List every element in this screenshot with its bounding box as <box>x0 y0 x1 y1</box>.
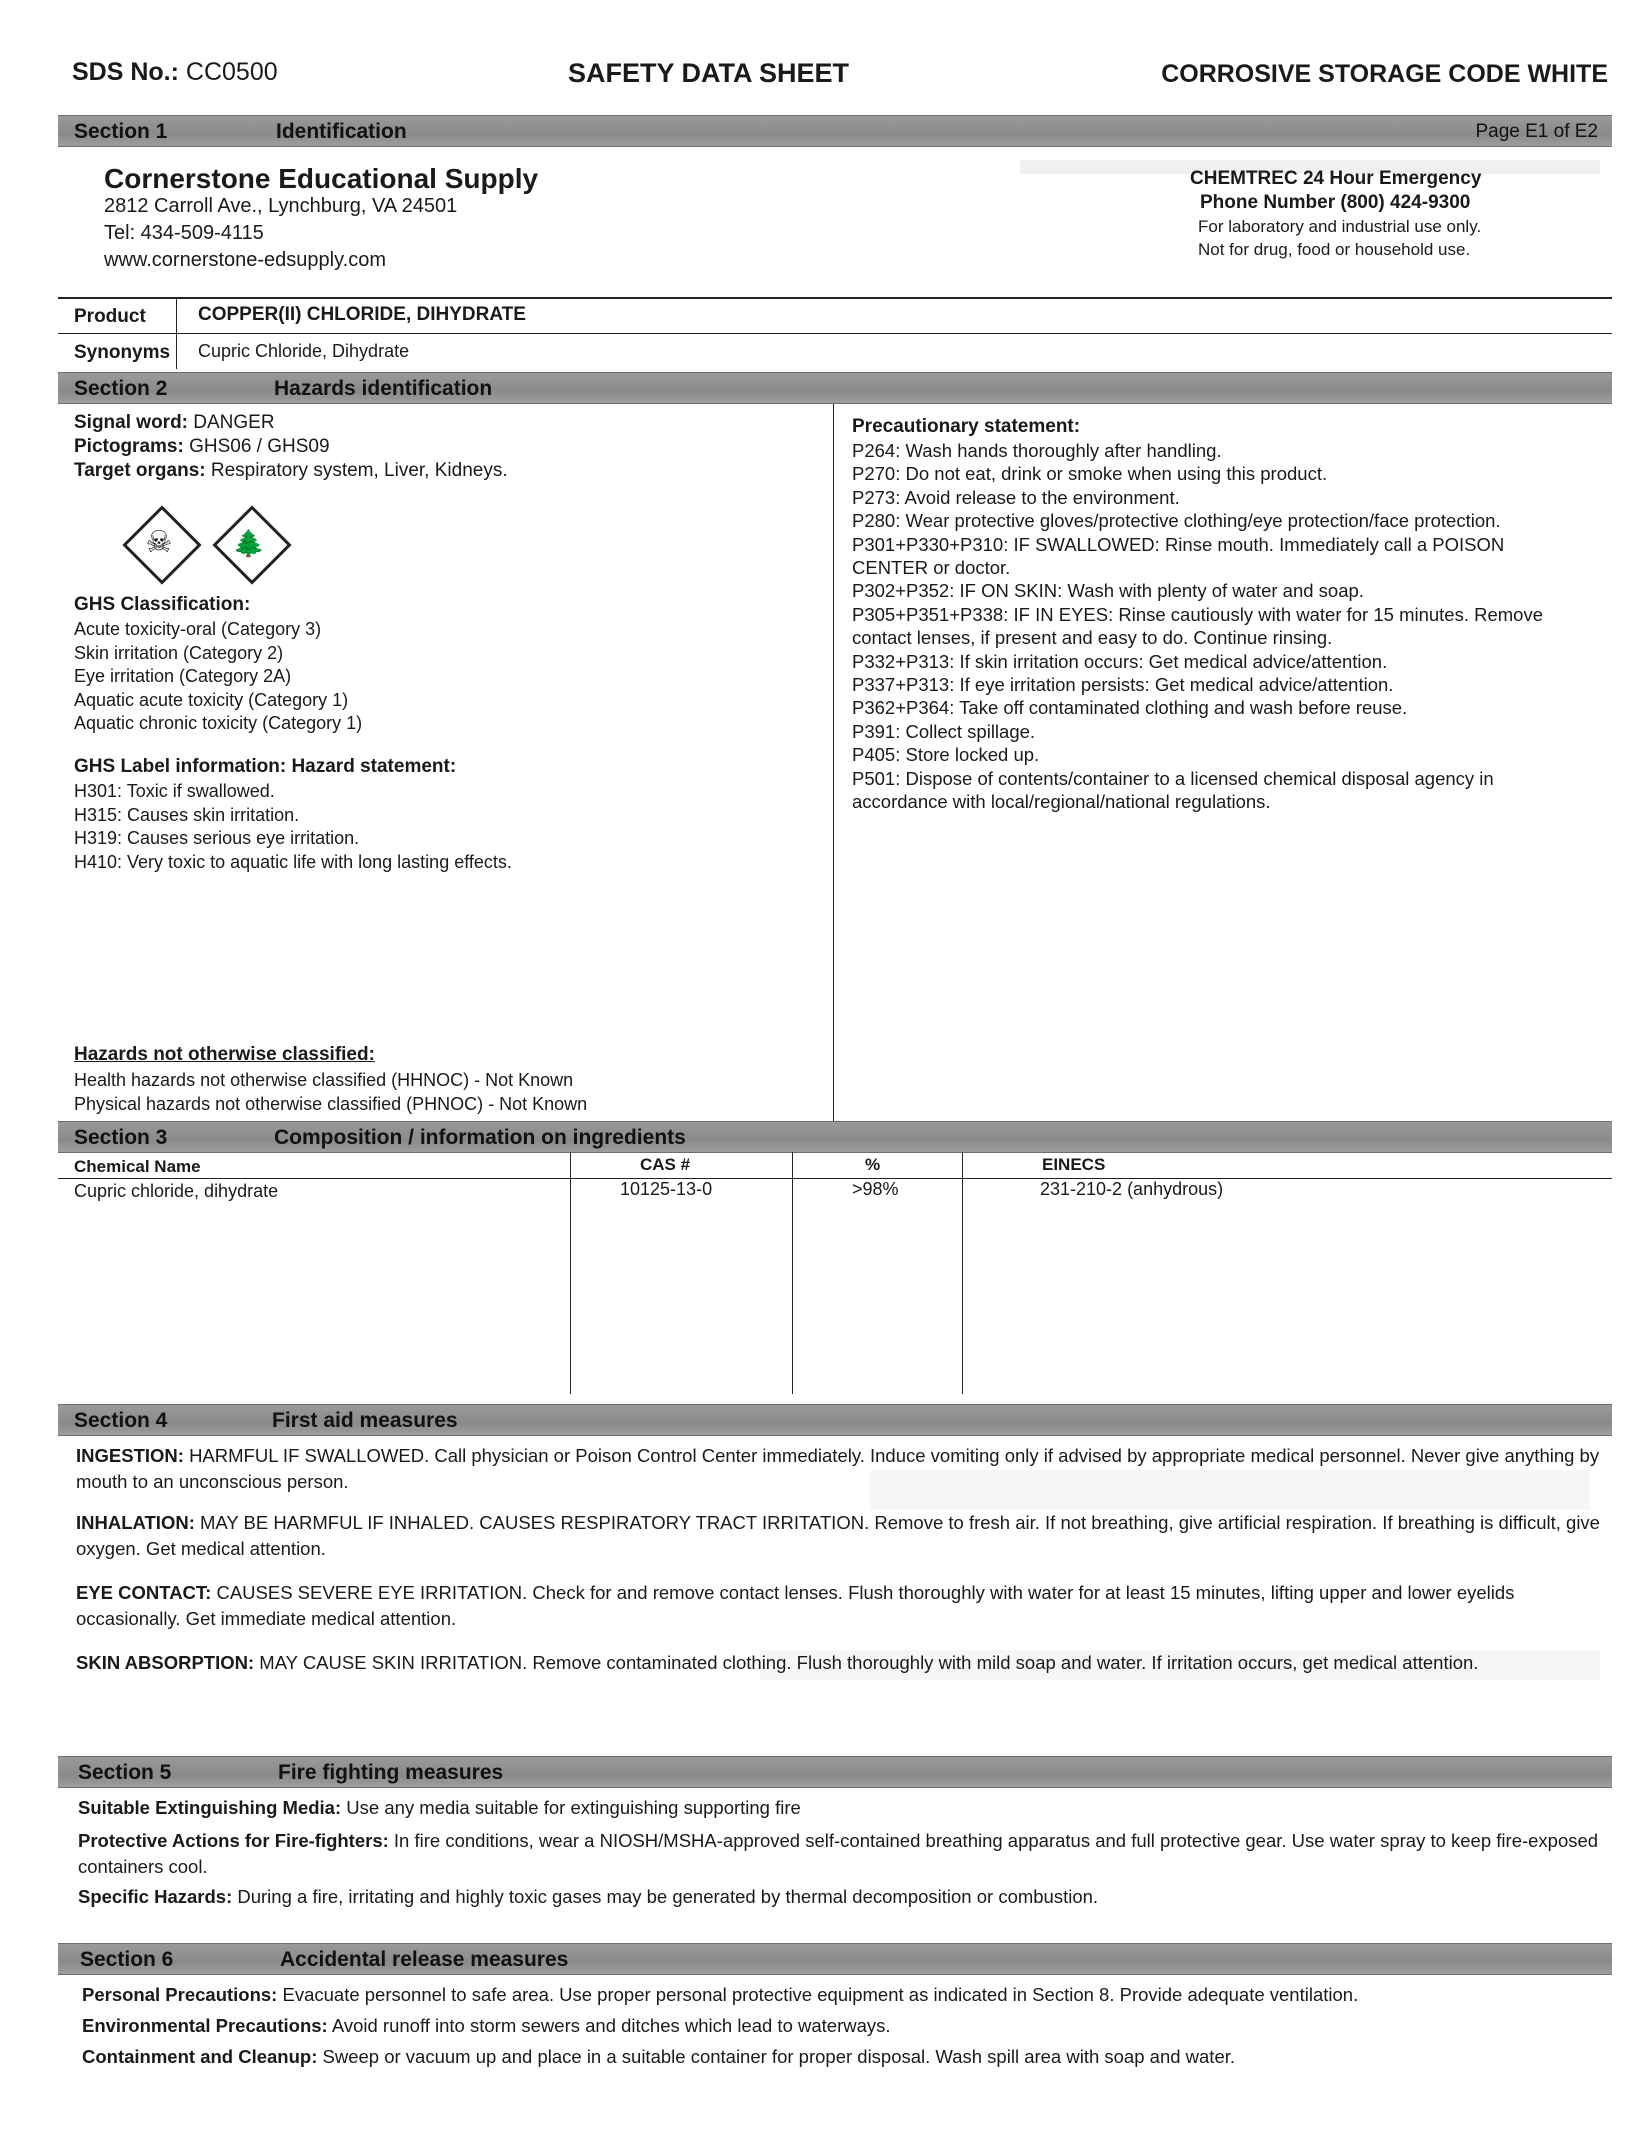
company-phone: Tel: 434-509-4115 <box>104 222 264 244</box>
precautionary-title: Precautionary statement: <box>852 416 1081 437</box>
environmental-precautions-text: Avoid runoff into storm sewers and ditches which lead to waterways. <box>331 2015 891 2036</box>
section-number: Section 6 <box>80 1948 174 1971</box>
table-rule <box>176 297 177 369</box>
hnoc-health: Health hazards not otherwise classified (HHNOC) - Not Known <box>74 1070 574 1090</box>
section-number: Section 5 <box>78 1761 172 1784</box>
personal-precautions <box>82 1982 1612 2008</box>
pictograms-label: Pictograms: <box>74 436 184 457</box>
list-item: H301: Toxic if swallowed. <box>74 781 275 801</box>
column-divider <box>833 404 834 1152</box>
sds-value: CC0500 <box>185 58 278 86</box>
list-item: CENTER or doctor. <box>852 557 1011 579</box>
cell-chemical-name: Cupric chloride, dihydrate <box>74 1181 279 1201</box>
list-item: P302+P352: IF ON SKIN: Wash with plenty of water and soap. <box>852 580 1364 602</box>
cell-percent: >98% <box>852 1179 899 1199</box>
section-title: Fire fighting measures <box>278 1761 504 1784</box>
document-title: SAFETY DATA SHEET <box>568 58 850 88</box>
extinguishing-media <box>78 1795 1608 1821</box>
list-item: P301+P330+P310: IF SWALLOWED: Rinse mouth. Immediately call a POISON <box>852 533 1505 555</box>
list-item: P501: Dispose of contents/container to a licensed chemical disposal agency in <box>852 767 1494 789</box>
use-note-2: Not for drug, food or household use. <box>1198 240 1471 259</box>
skull-glyph: ☠ <box>145 526 173 559</box>
first-aid-skin <box>76 1650 1606 1676</box>
product-label: Product <box>74 306 146 327</box>
table-rule <box>58 333 1612 334</box>
ghs-pictograms <box>120 500 320 590</box>
specific-hazards-label: Specific Hazards: <box>78 1886 233 1907</box>
firefighter-protection-text: In fire conditions, wear a NIOSH/MSHA-approved self-contained breathing apparatus and full protective gear. Use water spray to keep fire-exposed containers cool. <box>78 1830 1599 1877</box>
skin-absorption-text: MAY CAUSE SKIN IRRITATION. Remove contaminated clothing. Flush thoroughly with mild soap and water. If irritation occurs, get medical attention. <box>259 1652 1479 1673</box>
target-organs <box>74 460 508 482</box>
list-item: P270: Do not eat, drink or smoke when using this product. <box>852 463 1328 485</box>
storage-code: CORROSIVE STORAGE CODE WHITE <box>1161 60 1608 88</box>
target-organs-value: Respiratory system, Liver, Kidneys. <box>210 460 508 481</box>
list-item: P305+P351+P338: IF IN EYES: Rinse cautiously with water for 15 minutes. Remove <box>852 603 1544 625</box>
hnoc-physical: Physical hazards not otherwise classified (PHNOC) - Not Known <box>74 1094 588 1114</box>
list-item: P332+P313: If skin irritation occurs: Get medical advice/attention. <box>852 650 1388 672</box>
skin-absorption-label: SKIN ABSORPTION: <box>76 1652 255 1673</box>
personal-precautions-label: Personal Precautions: <box>82 1984 278 2005</box>
list-item: H319: Causes serious eye irritation. <box>74 828 360 848</box>
table-rule <box>570 1152 571 1394</box>
eye-contact-text: CAUSES SEVERE EYE IRRITATION. Check for and remove contact lenses. Flush thoroughly with water for at least 15 minutes, lifting upper and lower eyelids occasionally. Get immediate medical attention. <box>76 1582 1515 1629</box>
environmental-precautions <box>82 2013 1612 2039</box>
section-number: Section 1 <box>74 120 168 143</box>
pictograms <box>74 436 330 458</box>
firefighter-protection <box>78 1828 1608 1880</box>
label-info-title: GHS Label information: Hazard statement: <box>74 756 457 777</box>
extinguishing-media-label: Suitable Extinguishing Media: <box>78 1797 342 1818</box>
section-5-header <box>58 1756 1612 1788</box>
list-item: P391: Collect spillage. <box>852 720 1036 742</box>
section-1-header <box>58 115 1612 147</box>
list-item: H315: Causes skin irritation. <box>74 804 300 825</box>
page-number: Page E1 of E2 <box>1475 121 1598 142</box>
first-aid-inhalation <box>76 1510 1606 1562</box>
firefighter-protection-label: Protective Actions for Fire-fighters: <box>78 1830 389 1851</box>
sds-number <box>72 58 278 87</box>
table-rule <box>58 1178 1612 1179</box>
inhalation-text: MAY BE HARMFUL IF INHALED. CAUSES RESPIRATORY TRACT IRRITATION. Remove to fresh air. If not breathing, give artificial respiration. If breathing is difficult, give oxygen. Get medical attention. <box>76 1512 1600 1559</box>
list-item: P264: Wash hands thoroughly after handling. <box>852 440 1222 461</box>
section-number: Section 4 <box>74 1409 168 1432</box>
ghs-classification-list <box>74 618 362 736</box>
precautionary-list <box>852 439 1543 814</box>
section-number: Section 3 <box>74 1126 168 1149</box>
col-cas: CAS # <box>640 1155 691 1174</box>
containment-cleanup-text: Sweep or vacuum up and place in a suitable container for proper disposal. Wash spill area with soap and water. <box>322 2046 1236 2067</box>
table-rule <box>58 297 1612 299</box>
inhalation-label: INHALATION: <box>76 1512 195 1533</box>
list-item: P337+P313: If eye irritation persists: Get medical advice/attention. <box>852 674 1394 696</box>
list-item: P280: Wear protective gloves/protective clothing/eye protection/face protection. <box>852 510 1501 532</box>
ingestion-text: HARMFUL IF SWALLOWED. Call physician or Poison Control Center immediately. Induce vomiting only if advised by appropriate medical personnel. Never give anything by mouth to an unconscious person. <box>76 1445 1600 1492</box>
list-item: Skin irritation (Category 2) <box>74 642 284 663</box>
first-aid-ingestion <box>76 1443 1606 1495</box>
environmental-precautions-label: Environmental Precautions: <box>82 2015 328 2036</box>
specific-hazards-text: During a fire, irritating and highly toxic gases may be generated by thermal decomposition or combustion. <box>237 1886 1099 1907</box>
extinguishing-media-text: Use any media suitable for extinguishing supporting fire <box>346 1797 801 1818</box>
ghs-classification-title: GHS Classification: <box>74 594 251 615</box>
section-title: Composition / information on ingredients <box>274 1126 686 1149</box>
eye-contact-label: EYE CONTACT: <box>76 1582 212 1603</box>
section-4-header <box>58 1404 1612 1436</box>
section-3-header <box>58 1121 1612 1153</box>
section-title: Hazards identification <box>274 377 493 400</box>
table-rule <box>962 1152 963 1394</box>
list-item: accordance with local/regional/national regulations. <box>852 791 1271 813</box>
signal-word-value: DANGER <box>193 412 275 433</box>
list-item: Eye irritation (Category 2A) <box>74 666 292 686</box>
section-6-header <box>58 1943 1612 1975</box>
containment-cleanup <box>82 2044 1612 2070</box>
hnoc-title: Hazards not otherwise classified: <box>74 1044 375 1065</box>
cell-cas: 10125-13-0 <box>620 1179 713 1199</box>
specific-hazards <box>78 1884 1608 1910</box>
section-title: Identification <box>276 120 407 143</box>
target-organs-label: Target organs: <box>74 460 206 481</box>
signal-word-label: Signal word: <box>74 412 188 433</box>
section-title: First aid measures <box>272 1409 458 1432</box>
list-item: P362+P364: Take off contaminated clothing and wash before reuse. <box>852 697 1408 719</box>
chemtrec-phone: Phone Number (800) 424-9300 <box>1200 192 1471 213</box>
personal-precautions-text: Evacuate personnel to safe area. Use proper personal protective equipment as indicated in Section 8. Provide adequate ventilation. <box>282 1984 1359 2005</box>
list-item: Acute toxicity-oral (Category 3) <box>74 619 322 639</box>
section-title: Accidental release measures <box>280 1948 569 1971</box>
list-item: P405: Store locked up. <box>852 744 1040 766</box>
product-name: COPPER(II) CHLORIDE, DIHYDRATE <box>198 304 526 325</box>
col-percent: % <box>865 1155 881 1174</box>
table-rule <box>792 1152 793 1394</box>
list-item: Aquatic chronic toxicity (Category 1) <box>74 713 363 733</box>
list-item: contact lenses, if present and easy to do. Continue rinsing. <box>852 627 1333 649</box>
list-item: P273: Avoid release to the environment. <box>852 486 1180 508</box>
first-aid-eye <box>76 1580 1606 1632</box>
pictograms-value: GHS06 / GHS09 <box>189 436 330 457</box>
ingestion-label: INGESTION: <box>76 1445 184 1466</box>
cell-einecs: 231-210-2 (anhydrous) <box>1040 1179 1224 1199</box>
synonyms-value: Cupric Chloride, Dihydrate <box>198 341 410 361</box>
company-name: Cornerstone Educational Supply <box>104 163 539 194</box>
tree-glyph: 🌲 <box>232 528 266 558</box>
containment-cleanup-label: Containment and Cleanup: <box>82 2046 318 2067</box>
synonyms-label: Synonyms <box>74 342 171 363</box>
section-number: Section 2 <box>74 377 168 400</box>
chemtrec-line-1: CHEMTREC 24 Hour Emergency <box>1190 168 1482 189</box>
signal-word <box>74 412 275 434</box>
list-item: Aquatic acute toxicity (Category 1) <box>74 689 349 710</box>
section-2-header <box>58 372 1612 404</box>
col-chemical-name: Chemical Name <box>74 1157 201 1176</box>
hazard-statement-list <box>74 780 512 874</box>
use-note-1: For laboratory and industrial use only. <box>1198 217 1482 236</box>
company-website[interactable]: www.cornerstone-edsupply.com <box>104 249 386 271</box>
sds-label: SDS No.: <box>72 58 179 86</box>
col-einecs: EINECS <box>1042 1155 1106 1174</box>
list-item: H410: Very toxic to aquatic life with long lasting effects. <box>74 851 512 872</box>
company-address: 2812 Carroll Ave., Lynchburg, VA 24501 <box>104 195 458 217</box>
